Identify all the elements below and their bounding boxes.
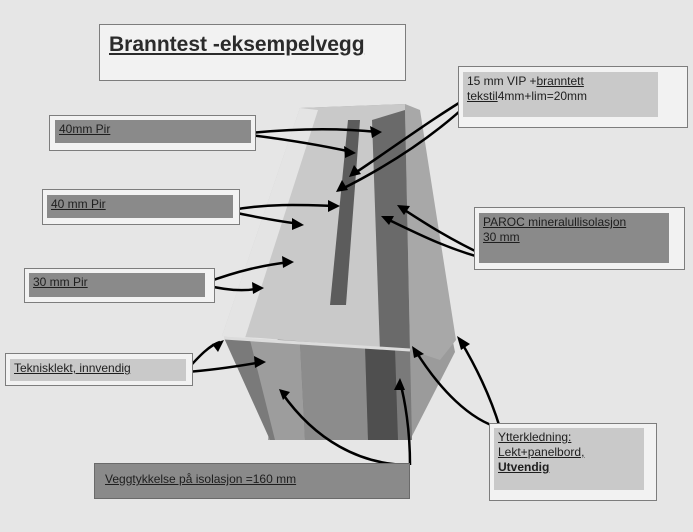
label-pir30: 30 mm Pir: [29, 273, 205, 297]
label-ytter-b: Lekt+panelbord,: [498, 445, 585, 459]
label-ytter: [494, 428, 644, 490]
label-pir40-top: 40mm Pir: [55, 120, 251, 143]
label-vip-a: 15 mm VIP +: [467, 74, 537, 88]
label-thickness: Veggtykkelse på isolasjon =160 mm: [94, 463, 410, 499]
label-paroc-b: 30 mm: [483, 230, 520, 244]
page-title: Branntest -eksempelvegg: [109, 33, 365, 56]
label-vip-d: 4mm+lim=20mm: [497, 89, 588, 103]
label-paroc: [479, 213, 669, 263]
label-vip: [463, 72, 658, 117]
label-teknisk: Teknisklekt, innvendig: [10, 359, 186, 381]
label-vip-c: tekstil: [467, 89, 498, 103]
label-pir40-mid: 40 mm Pir: [47, 195, 233, 218]
label-vip-b: branntett: [536, 74, 584, 88]
label-paroc-a: PAROC mineralullisolasjon: [483, 215, 627, 229]
label-ytter-c: Utvendig: [498, 460, 550, 474]
front-wool: [365, 346, 398, 440]
label-ytter-a: Ytterkledning:: [498, 430, 572, 444]
